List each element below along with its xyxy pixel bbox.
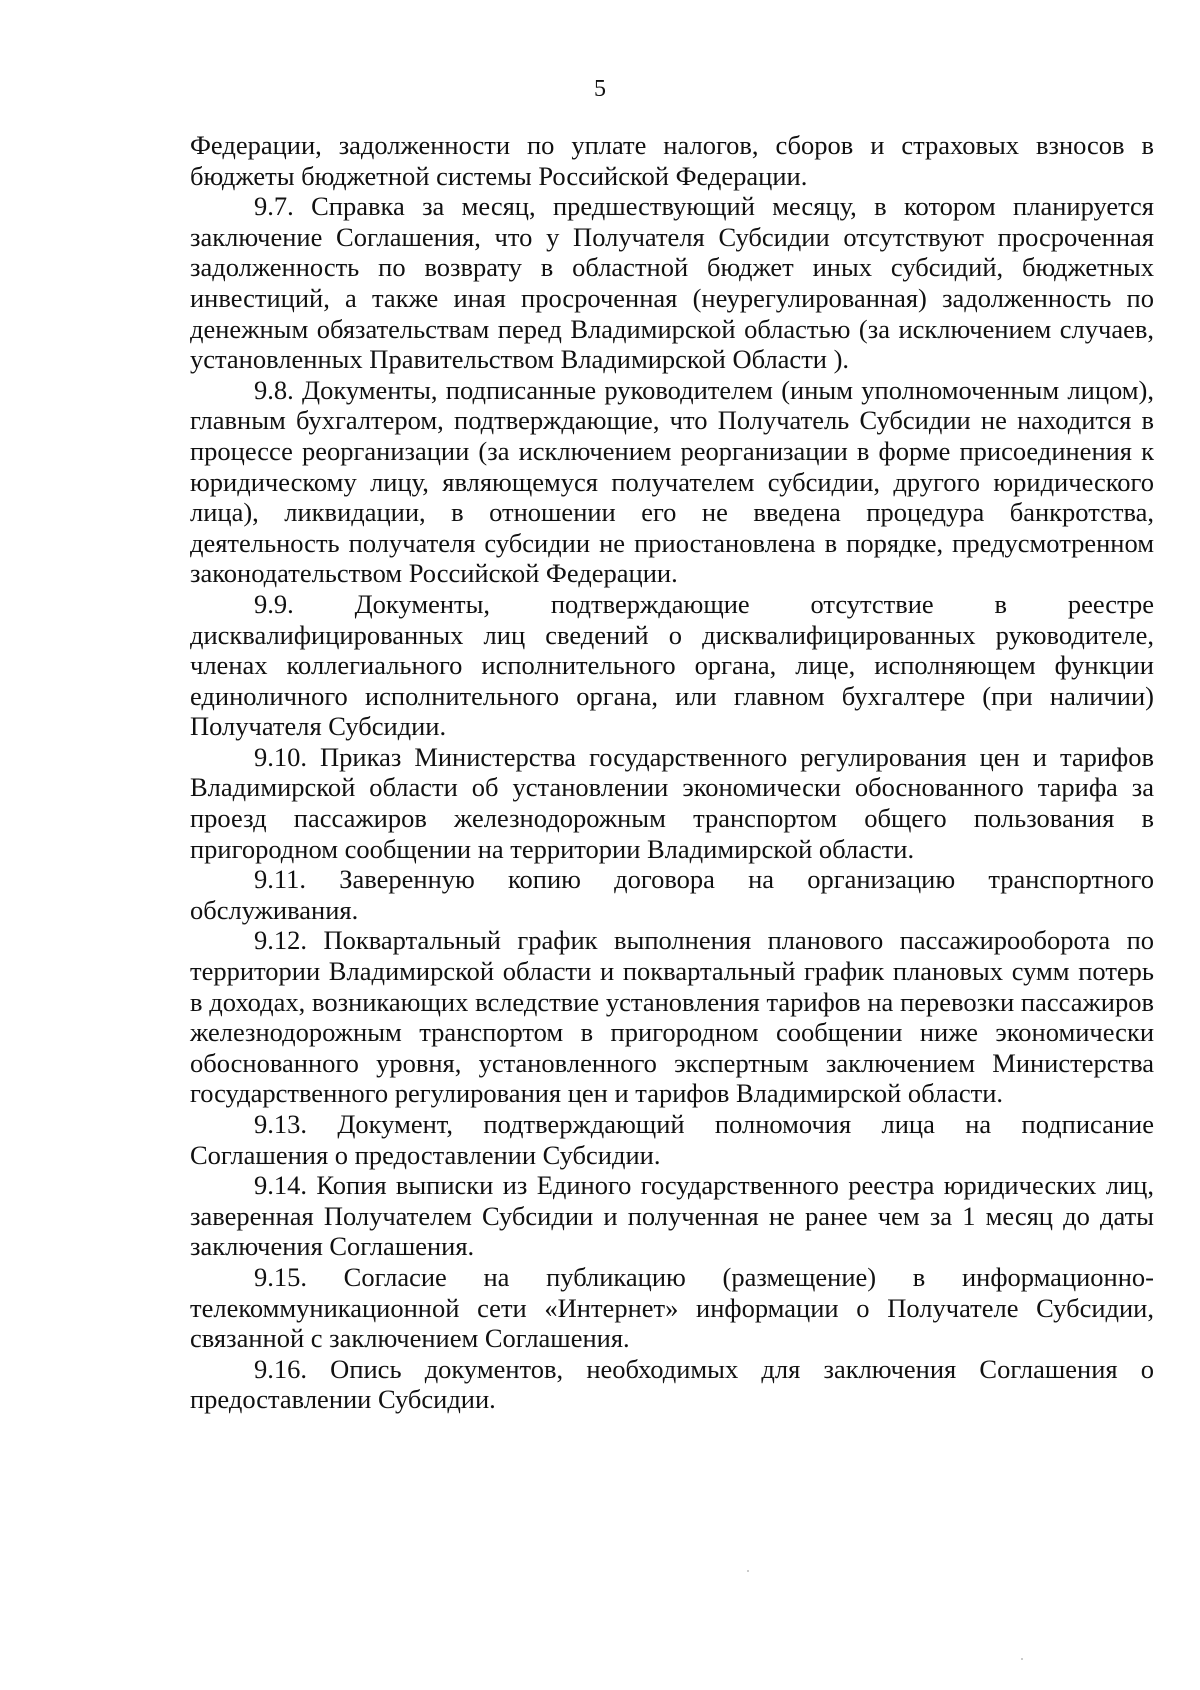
paragraph-9-7: 9.7. Справка за месяц, предшествующий месяцу, в котором планируется заключение Соглашения, что у Получателя Субсидии отсутствуют просроченная задолженность по возврату в областной бюджет иных субсидий, бюджетных инвестиций, а также иная просроченная (неурегулированная) задолженность по денежным обязательствам перед Владимирской областью (за исключением случаев, установленных Правительством Владимирской Области ). <box>190 191 1154 375</box>
paragraph-9-10: 9.10. Приказ Министерства государственного регулирования цен и тарифов Владимирской области об установлении экономически обоснованного тарифа за проезд пассажиров железнодорожным транспортом общего пользования в пригородном сообщении на территории Владимирской области. <box>190 741 1154 864</box>
paragraph-9-8: 9.8. Документы, подписанные руководителем (иным уполномоченным лицом), главным бухгалтером, подтверждающие, что Получатель Субсидии не находится в процессе реорганизации (за исключением реорганизации в форме присоединения к юридическому лицу, являющемуся получателем субсидии, другого юридического лица), ликвидации, в отношении его не введена процедура банкротства, деятельность получателя субсидии не приостановлена в порядке, предусмотренном законодательством Российской Федерации. <box>190 374 1154 589</box>
paragraph-9-16: 9.16. Опись документов, необходимых для заключения Соглашения о предоставлении Субсидии. <box>190 1353 1154 1415</box>
paragraph-9-9: 9.9. Документы, подтверждающие отсутствие в реестре дисквалифицированных лиц сведений о дисквалифицированных руководителе, членах коллегиального исполнительного органа, лице, исполняющем функции единоличного исполнительного органа, или главном бухгалтере (при наличии) Получателя Субсидии. <box>190 588 1154 742</box>
paragraph-9-11: 9.11. Заверенную копию договора на организацию транспортного обслуживания. <box>190 864 1154 925</box>
document-body <box>190 130 1154 1415</box>
scan-speck <box>747 1570 749 1572</box>
paragraph-9-12: 9.12. Поквартальный график выполнения планового пассажирооборота по территории Владимирской области и поквартальный график плановых сумм потерь в доходах, возникающих вследствие установления тарифов на перевозки пассажиров железнодорожным транспортом в пригородном сообщении ниже экономически обоснованного уровня, установленного экспертным заключением Министерства государственного регулирования цен и тарифов Владимирской области. <box>190 925 1154 1109</box>
paragraph-9-15: 9.15. Согласие на публикацию (размещение) в информационно-телекоммуникационной сети «Интернет» информации о Получателе Субсидии, связанной с заключением Соглашения. <box>190 1261 1154 1354</box>
paragraph-9-14: 9.14. Копия выписки из Единого государственного реестра юридических лиц, заверенная Получателем Субсидии и полученная не ранее чем за 1 месяц до даты заключения Соглашения. <box>190 1170 1154 1262</box>
paragraph-continuation: Федерации, задолженности по уплате налогов, сборов и страховых взносов в бюджеты бюджетной системы Российской Федерации. <box>190 130 1154 191</box>
scan-speck <box>1021 1658 1023 1660</box>
page-number: 5 <box>594 76 606 102</box>
paragraph-9-13: 9.13. Документ, подтверждающий полномочия лица на подписание Соглашения о предоставлении Субсидии. <box>190 1109 1154 1170</box>
